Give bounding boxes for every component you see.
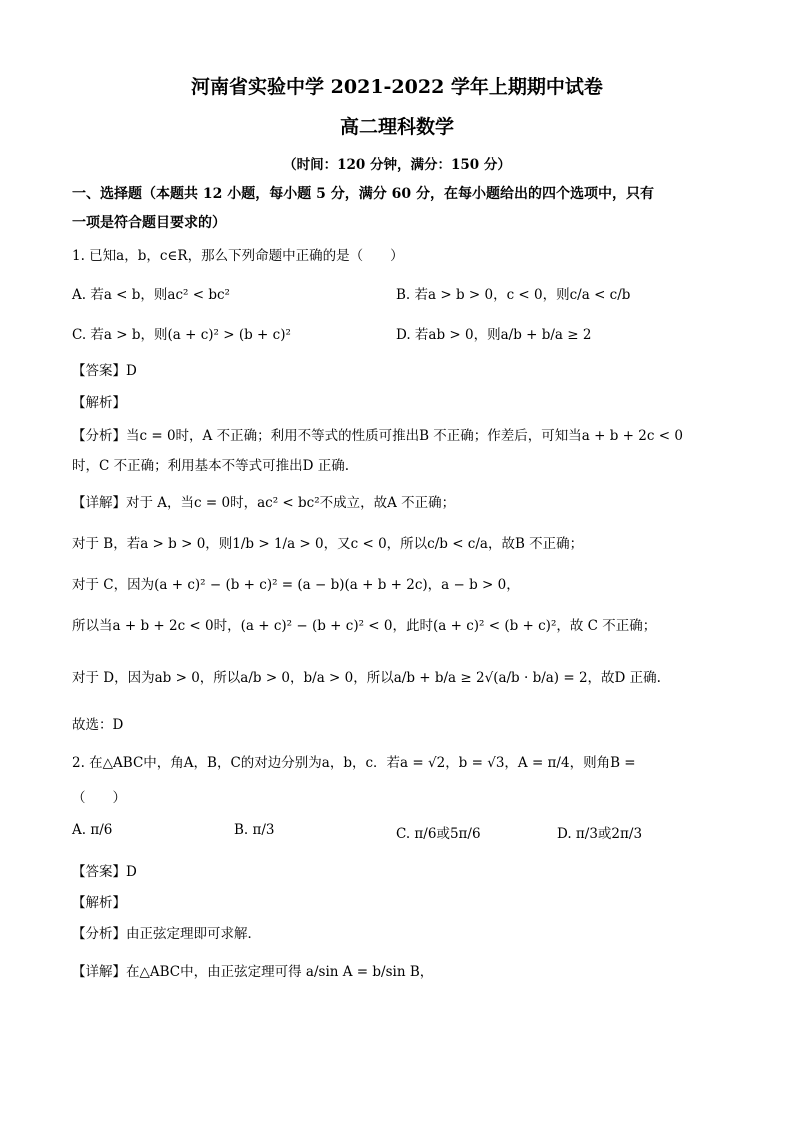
- q1-detail-1: 【详解】对于 A，当c = 0时，ac² < bc²不成立，故A 不正确；: [72, 495, 456, 511]
- q1-detail-5: 对于 D，因为ab > 0，所以a/b > 0，b/a > 0，所以a/b + b/a ≥ 2√(a/b · b/a) = 2，故D 正确.: [72, 670, 661, 686]
- q1-option-a: A. 若a < b，则ac² < bc²: [72, 287, 230, 303]
- q1-option-d: D. 若ab > 0，则a/b + b/a ≥ 2: [396, 327, 592, 343]
- exam-meta: （时间：120 分钟，满分：150 分）: [283, 157, 511, 173]
- q2-stem-line2: （ ）: [72, 790, 126, 806]
- section-heading-line2: 一项是符合题目要求的）: [72, 215, 226, 231]
- q1-analysis-label: 【解析】: [72, 395, 126, 411]
- section-heading-line1: 一、选择题（本题共 12 小题，每小题 5 分，满分 60 分，在每小题给出的四个选项中，只有: [72, 186, 654, 202]
- q1-option-c: C. 若a > b，则(a + c)² > (b + c)²: [72, 327, 291, 343]
- q2-fenxi: 【分析】由正弦定理即可求解．: [72, 926, 261, 942]
- exam-subtitle: 高二理科数学: [339, 116, 454, 138]
- q1-detail-2: 对于 B，若a > b > 0，则1/b > 1/a > 0，又c < 0，所以c/b < c/a，故B 不正确；: [72, 536, 584, 552]
- q1-stem: 1. 已知a，b，c∈R，那么下列命题中正确的是（ ）: [72, 248, 404, 264]
- q2-detail: 【详解】在△ABC中，由正弦定理可得 a/sin A = b/sin B，: [72, 964, 434, 980]
- q1-fenxi-line2: 时，C 不正确；利用基本不等式可推出D 正确.: [72, 458, 350, 474]
- q2-option-d: D. π/3或2π/3: [557, 826, 643, 842]
- q1-fenxi-line1: 【分析】当c = 0时，A 不正确；利用不等式的性质可推出B 不正确；作差后，可知当a + b + 2c < 0: [72, 428, 683, 444]
- q1-conclusion: 故选：D: [72, 717, 124, 733]
- q1-detail-3: 对于 C，因为(a + c)² − (b + c)² = (a − b)(a + b + 2c)，a − b > 0，: [72, 577, 520, 593]
- q2-option-a: A. π/6: [72, 822, 113, 838]
- q2-stem-line1: 2. 在△ABC中，角A，B，C的对边分别为a，b，c．若a = √2，b = √3，A = π/4，则角B =: [72, 755, 636, 771]
- q1-detail-4: 所以当a + b + 2c < 0时，(a + c)² − (b + c)² < 0，此时(a + c)² < (b + c)²，故 C 不正确；: [72, 618, 657, 634]
- q2-answer: 【答案】D: [72, 864, 137, 880]
- exam-title: 河南省实验中学 2021-2022 学年上期期中试卷: [191, 76, 603, 98]
- q2-option-b: B. π/3: [234, 822, 275, 838]
- q2-analysis-label: 【解析】: [72, 895, 126, 911]
- q2-option-c: C. π/6或5π/6: [396, 826, 481, 842]
- q1-answer: 【答案】D: [72, 363, 137, 379]
- q1-option-b: B. 若a > b > 0，c < 0，则c/a < c/b: [396, 287, 631, 303]
